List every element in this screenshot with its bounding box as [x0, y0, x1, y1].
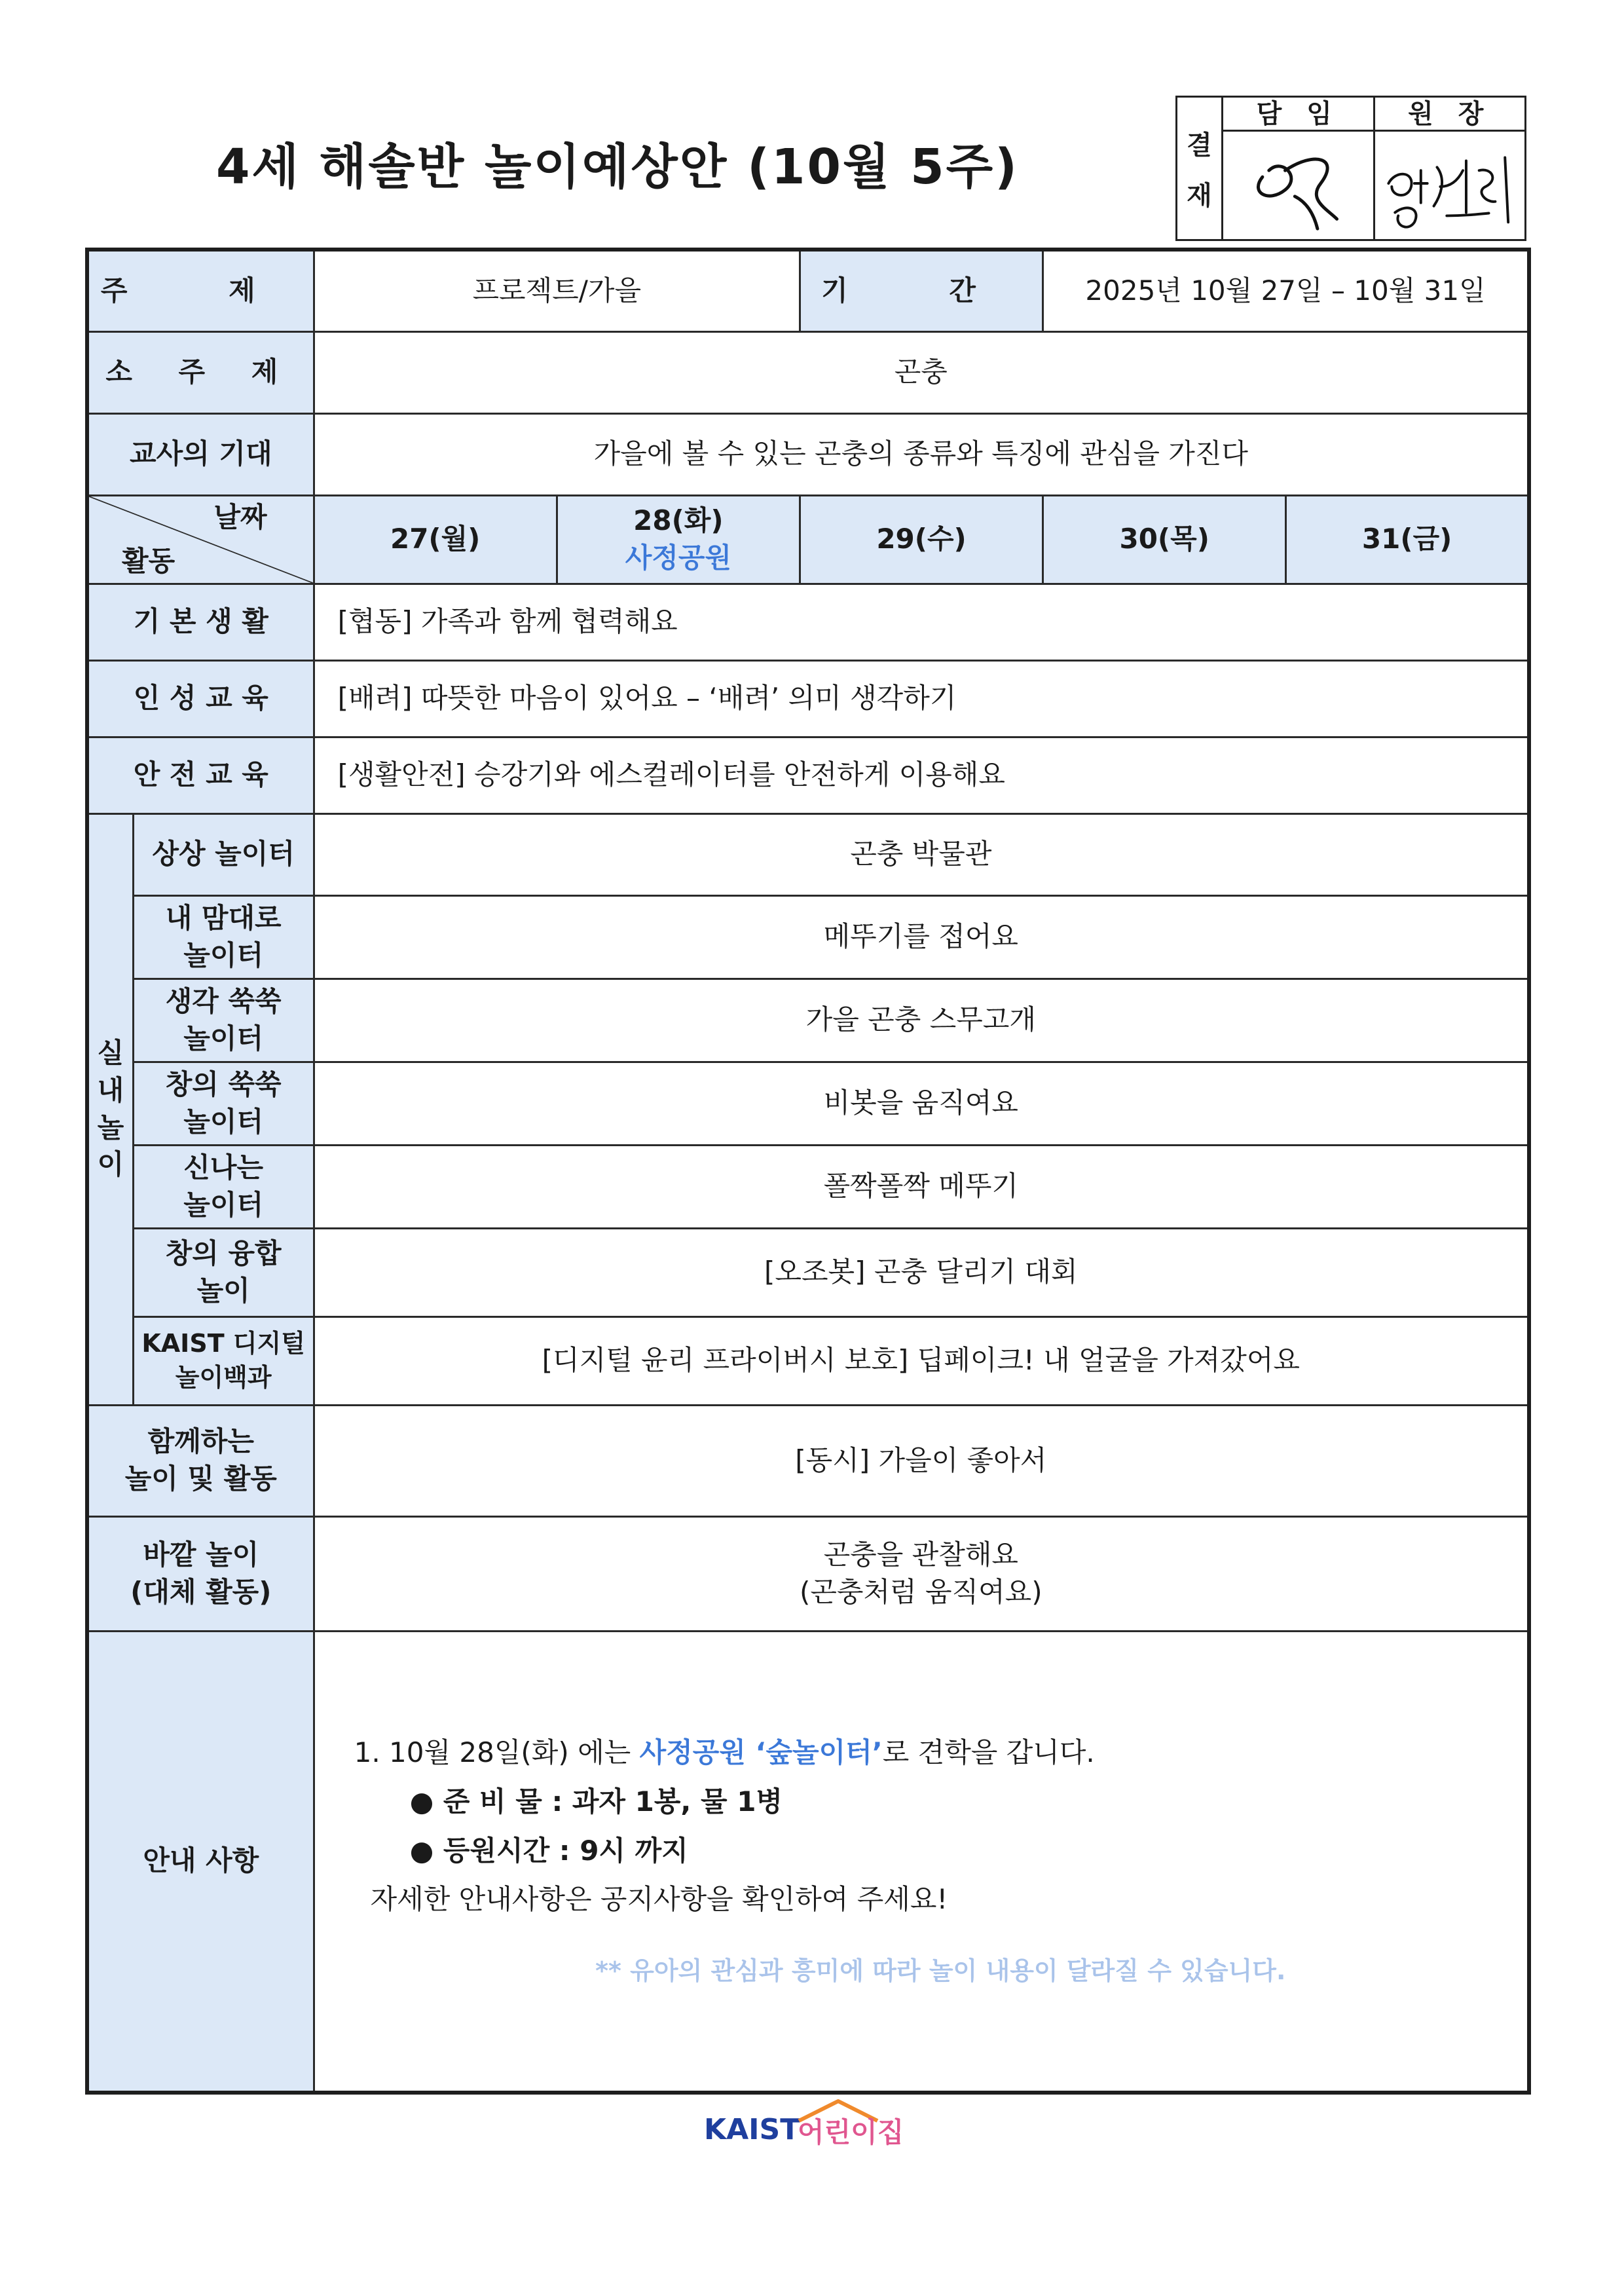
- notice-label: 안내 사항: [87, 1631, 314, 2093]
- indoor-value-creative: 비봇을 움직여요: [314, 1062, 1529, 1145]
- indoor-label-exciting: 신나는 놀이터: [133, 1145, 314, 1228]
- basic-life-label: 기 본 생 활: [87, 584, 314, 660]
- together-label: 함께하는 놀이 및 활동: [87, 1405, 314, 1516]
- homeroom-label: 담 임: [1223, 98, 1373, 132]
- date-activity-corner: [87, 495, 314, 584]
- notice-footnote: ** 유아의 관심과 흥미에 따라 놀이 내용이 달라질 수 있습니다.: [595, 1956, 1286, 1985]
- field-trip-highlight: 사정공원 ‘숲놀이터’: [639, 1736, 883, 1769]
- indoor-value-thinking: 가을 곤충 스무고개: [314, 979, 1529, 1062]
- theme-value: 프로젝트/가을: [314, 250, 800, 331]
- notice-line-1: 1. 10월 28일(화) 에는 사정공원 ‘숲놀이터’로 견학을 갑니다.: [354, 1736, 1095, 1769]
- approval-box: [1175, 96, 1526, 241]
- outdoor-label: 바깥 놀이 (대체 활동): [87, 1516, 314, 1631]
- director-signature: [1375, 132, 1525, 239]
- character-edu-value: [배려] 따뜻한 마음이 있어요 – ‘배려’ 의미 생각하기: [314, 660, 1529, 737]
- svg-text:어린이집: 어린이집: [798, 2116, 904, 2148]
- basic-life-value: [협동] 가족과 함께 협력해요: [314, 584, 1529, 660]
- subtheme-value: 곤충: [314, 331, 1529, 413]
- day-header-tue: 28(화) 사정공원: [557, 495, 800, 584]
- safety-edu-value: [생활안전] 승강기와 에스컬레이터를 안전하게 이용해요: [314, 737, 1529, 813]
- character-edu-label: 인 성 교 육: [87, 660, 314, 737]
- theme-label: 주 제: [87, 250, 314, 331]
- corner-date-label: 날짜: [213, 500, 267, 533]
- indoor-label-thinking: 생각 쑥쑥 놀이터: [133, 979, 314, 1062]
- approval-homeroom: [1223, 98, 1373, 239]
- approval-side-label: 결 재: [1177, 98, 1223, 239]
- kaist-daycare-logo: [704, 2096, 920, 2155]
- homeroom-signature: [1223, 132, 1373, 239]
- indoor-label-creative: 창의 쑥쑥 놀이터: [133, 1062, 314, 1145]
- indoor-play-group-label: 실 내 놀 이: [87, 813, 133, 1405]
- indoor-label-free: 내 맘대로 놀이터: [133, 895, 314, 979]
- day-header-fri: 31(금): [1286, 495, 1529, 584]
- teacher-expectation-value: 가을에 볼 수 있는 곤충의 종류와 특징에 관심을 가진다: [314, 413, 1529, 495]
- period-value: 2025년 10월 27일 – 10월 31일: [1043, 250, 1529, 331]
- indoor-label-imagination: 상상 놀이터: [133, 813, 314, 895]
- indoor-value-imagination: 곤충 박물관: [314, 813, 1529, 895]
- notice-content: [314, 1631, 1529, 2093]
- outdoor-value: 곤충을 관찰해요 (곤충처럼 움직여요): [314, 1516, 1529, 1631]
- indoor-label-convergence: 창의 융합 놀이: [133, 1228, 314, 1316]
- indoor-value-free: 메뚜기를 접어요: [314, 895, 1529, 979]
- director-label: 원 장: [1375, 98, 1525, 132]
- day-header-wed: 29(수): [800, 495, 1043, 584]
- indoor-value-digital: [디지털 윤리 프라이버시 보호] 딥페이크! 내 얼굴을 가져갔어요: [314, 1316, 1529, 1405]
- approval-director: [1373, 98, 1525, 239]
- subtheme-label: 소 주 제: [87, 331, 314, 413]
- teacher-expectation-label: 교사의 기대: [87, 413, 314, 495]
- play-plan-table: [85, 248, 1531, 2095]
- notice-bullet-arrival: ● 등원시간 : 9시 까지: [409, 1834, 688, 1867]
- together-value: [동시] 가을이 좋아서: [314, 1405, 1529, 1516]
- indoor-value-exciting: 폴짝폴짝 메뚜기: [314, 1145, 1529, 1228]
- notice-bullet-supplies: ● 준 비 물 : 과자 1봉, 물 1병: [409, 1785, 783, 1818]
- period-label: 기 간: [800, 250, 1043, 331]
- field-trip-note: 사정공원: [625, 541, 731, 574]
- day-header-thu: 30(목): [1043, 495, 1286, 584]
- svg-text:KAIST: KAIST: [704, 2113, 800, 2146]
- indoor-label-digital: KAIST 디지털 놀이백과: [133, 1316, 314, 1405]
- day-header-mon: 27(월): [314, 495, 557, 584]
- corner-activity-label: 활동: [122, 544, 175, 577]
- page-title: 4세 해솔반 놀이예상안 (10월 5주): [216, 139, 1019, 195]
- notice-line-4: 자세한 안내사항은 공지사항을 확인하여 주세요!: [370, 1883, 948, 1916]
- safety-edu-label: 안 전 교 육: [87, 737, 314, 813]
- indoor-value-convergence: [오조봇] 곤충 달리기 대회: [314, 1228, 1529, 1316]
